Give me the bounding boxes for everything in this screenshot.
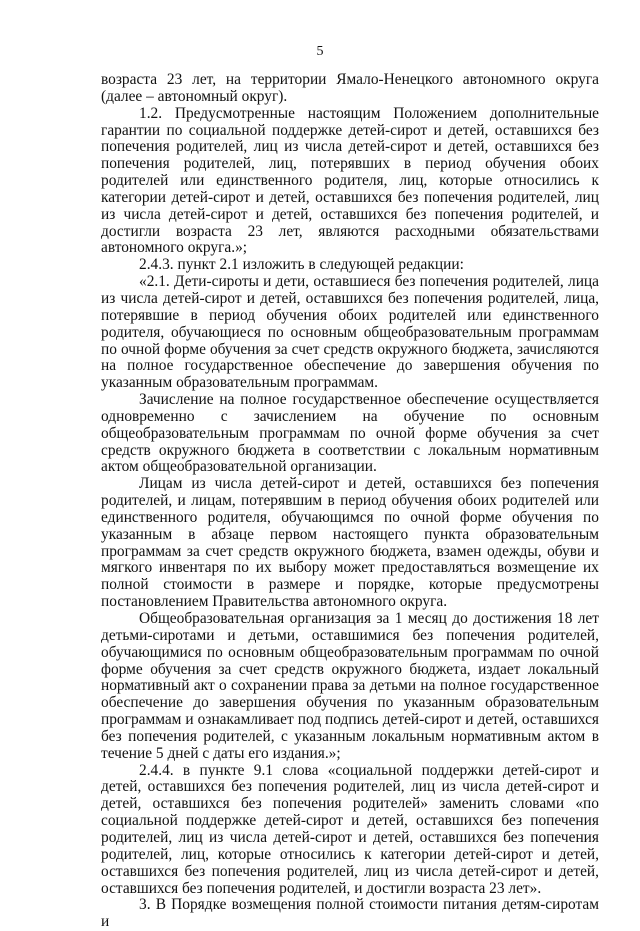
paragraph: 1.2. Предусмотренные настоящим Положением дополнительные гарантии по социальной поддержке детей-сирот и детей, оставшихся без попечения родителей, лиц из числа детей-сирот и детей, оставшихся без попечения родителей, лиц, потерявших в период обучения обоих родителей или единственного родителя, лиц, которые относились к категории детей-сирот и детей, оставшихся без попечения родителей, лиц из числа детей-сирот и детей, оставшихся без попечения родителей, и достигли возраста 23 лет, являются расходными обязательствами автономного округа.»; — [101, 104, 599, 257]
paragraph: 2.4.3. пункт 2.1 изложить в следующей редакции: — [139, 256, 464, 274]
document-body — [101, 72, 599, 931]
paragraph: Лицам из числа детей-сирот и детей, оставшихся без попечения родителей, и лицам, потерявшим в период обучения обоих родителей или единственного родителя, обучающимся по очной форме обучения по указанным в абзаце первом настоящего пункта образовательным программам за счет средств окружного бюджета, взамен одежды, обуви и мягкого инвентаря по их выбору может предоставляться возмещение их полной стоимости в размере и порядке, которые предусмотрены постановлением Правительства автономного округа. — [101, 475, 599, 611]
paragraph: Зачисление на полное государственное обеспечение осуществляется одновременно с зачислением на обучение по основным общеобразовательным программам по очной форме обучения за счет средств окружного бюджета в соответствии с локальным нормативным актом общеобразовательной организации. — [101, 391, 599, 476]
paragraph: Общеобразовательная организация за 1 месяц до достижения 18 лет детьми-сиротами и детьми, оставшимися без попечения родителей, обучающимися по основным общеобразовательным программам по очной форме обучения за счет средств окружного бюджета, издает локальный нормативный акт о сохранении права за детьми на полное государственное обеспечение до завершения обучения по указанным образовательным программам и ознакамливает под подпись детей-сирот и детей, оставшихся без попечения родителей, с указанным локальным нормативным актом в течение 5 дней с даты его издания.»; — [101, 610, 599, 762]
paragraph: возраста 23 лет, на территории Ямало-Ненецкого автономного округа (далее – автономный округ). — [101, 71, 599, 105]
paragraph: 2.4.4. в пункте 9.1 слова «социальной поддержки детей-сирот и детей, оставшихся без попечения родителей, лиц из числа детей-сирот и детей, оставшихся без попечения родителей» заменить словами «по социальной поддержке детей-сирот и детей, оставшихся без попечения родителей, лиц из числа детей-сирот и детей, оставшихся без попечения родителей, лиц, которые относились к категории детей-сирот и детей, оставшихся без попечения родителей, лиц из числа детей-сирот и детей, оставшихся без попечения родителей, и достигли возраста 23 лет». — [101, 761, 599, 897]
paragraph: 3. В Порядке возмещения полной стоимости питания детям-сиротам и — [101, 896, 599, 931]
paragraph: «2.1. Дети-сироты и дети, оставшиеся без попечения родителей, лица из числа детей-сирот и детей, оставшихся без попечения родителей, лица, потерявшие в период обучения обоих родителей или единственного родителя, обучающиеся по основным общеобразовательным программам по очной форме обучения за счет средств окружного бюджета, зачисляются на полное государственное обеспечение до завершения обучения по указанным образовательным программам. — [101, 273, 599, 392]
page-number: 5 — [316, 44, 324, 59]
